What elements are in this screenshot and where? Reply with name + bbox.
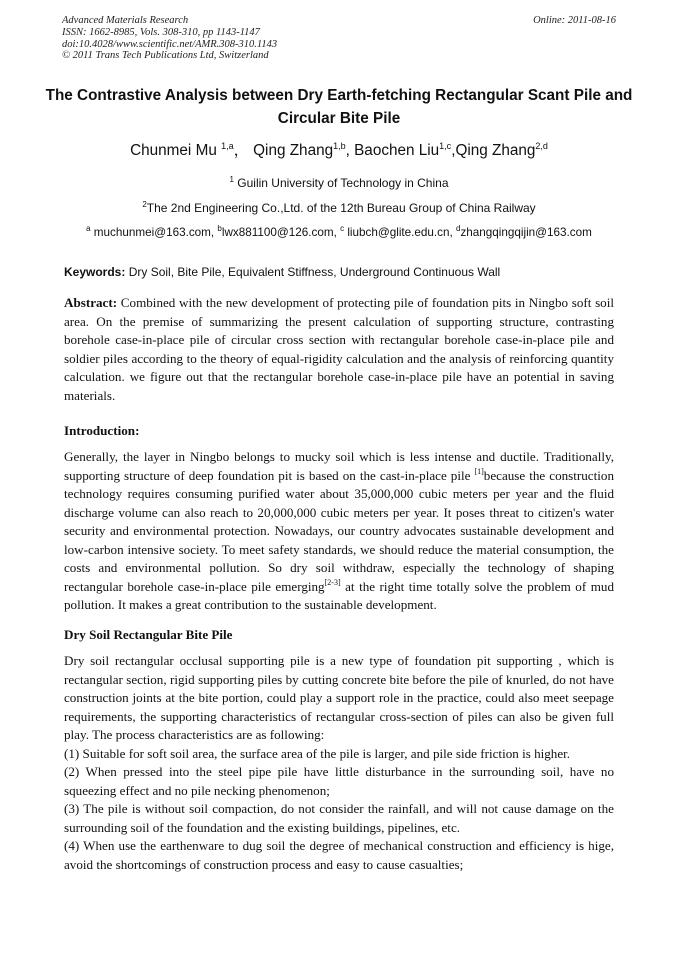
email-address: muchunmei@163.com, bbox=[90, 226, 218, 239]
journal-info bbox=[62, 15, 277, 62]
abstract bbox=[64, 294, 614, 405]
intro-text-3: at the right time totally solve the problem of mud pollution. It makes a great contribution to the sustainable development. bbox=[64, 578, 614, 612]
affiliation-2 bbox=[0, 200, 678, 216]
author-affiliation-mark: 1,c bbox=[439, 141, 452, 151]
citation-ref: [2-3] bbox=[324, 577, 341, 587]
dry-soil-intro: Dry soil rectangular occlusal supporting pile is a new type of foundation pit supporting , which is rectangular section, rigid supporting piles by cutting concrete bite before the pile of knurled, do not have construction joints at the bite portion, could play a support role in the practice, could also meet seepage requirements, the supporting characteristics of rectangular cross-section of piles can also be given full play. The process characteristics are as following: bbox=[64, 653, 614, 742]
affiliation-1 bbox=[0, 175, 678, 191]
abstract-text: Combined with the new development of protecting pile of foundation pits in Ningbo soft soil area. On the premise of summarizing the present calculation of supporting structure, contrasting borehole case-in-place pile of circular cross section with rectangular borehole case-in-place pile and soldier piles according to the theory of equal-rigidity calculation and the analysis of reinforcing quantity calculation. we figure out that the rectangular borehole case-in-place pile have an potential in saving materials. bbox=[64, 295, 614, 403]
abstract-label: Abstract: bbox=[64, 295, 118, 310]
intro-text-1: Generally, the layer in Ningbo belongs to mucky soil which is less intense and ductile. Traditionally, supporting structure of deep foundation pit is based on the cast-in-place pile bbox=[64, 449, 614, 483]
email-address: liubch@glite.edu.cn, bbox=[344, 226, 456, 239]
author-affiliation-mark: 1,a bbox=[221, 141, 234, 151]
author-emails bbox=[0, 225, 678, 241]
introduction-heading: Introduction: bbox=[64, 423, 140, 438]
author-name: Chunmei Mu bbox=[130, 142, 222, 159]
email-address: zhangqingqijin@163.com bbox=[460, 226, 592, 239]
issn-line: ISSN: 1662-8985, Vols. 308-310, pp 1143-1147 bbox=[62, 26, 260, 38]
author-name: Qing Zhang bbox=[455, 142, 536, 159]
dry-soil-heading: Dry Soil Rectangular Bite Pile bbox=[64, 627, 233, 642]
author-name: Baochen Liu bbox=[354, 142, 440, 159]
dry-soil-section bbox=[64, 652, 614, 874]
author-separator: , bbox=[345, 142, 355, 159]
keywords-text: Dry Soil, Bite Pile, Equivalent Stiffness, Underground Continuous Wall bbox=[125, 265, 501, 279]
email-mark: b bbox=[217, 224, 222, 233]
affiliation-text: Guilin University of Technology in China bbox=[233, 176, 449, 190]
author-affiliation-mark: 1,b bbox=[333, 141, 346, 151]
author-list bbox=[0, 140, 678, 162]
journal-header bbox=[62, 15, 616, 62]
keywords-label: Keywords: bbox=[64, 265, 126, 279]
keywords bbox=[64, 264, 624, 280]
online-date: Online: 2011-08-16 bbox=[533, 15, 616, 26]
journal-name: Advanced Materials Research bbox=[62, 15, 189, 26]
characteristic-item: (4) When use the earthenware to dug soil the degree of mechanical construction and efficiency is hige, avoid the shortcomings of construction process and easy to cause casualties; bbox=[64, 838, 614, 872]
email-mark: d bbox=[456, 224, 461, 233]
affiliation-mark: 2 bbox=[142, 200, 147, 209]
author-affiliation-mark: 2,d bbox=[535, 141, 548, 151]
affiliation-mark: 1 bbox=[229, 175, 234, 184]
email-mark: a bbox=[86, 224, 91, 233]
email-mark: c bbox=[340, 224, 345, 233]
characteristic-item: (2) When pressed into the steel pipe pile have little disturbance in the surrounding soil, have no squeezing effect and no pile necking phenomenon; bbox=[64, 764, 614, 798]
author-separator: , bbox=[451, 142, 456, 159]
characteristic-item: (3) The pile is without soil compaction, do not consider the rainfall, and will not cause damage on the surrounding soil of the foundation and the existing buildings, pipelines, etc. bbox=[64, 801, 614, 835]
doi-line: doi:10.4028/www.scientific.net/AMR.308-310.1143 bbox=[62, 38, 278, 50]
author-name: Qing Zhang bbox=[253, 142, 334, 159]
characteristic-item: (1) Suitable for soft soil area, the surface area of the pile is larger, and pile side friction is higher. bbox=[64, 745, 571, 761]
introduction-paragraph bbox=[64, 448, 614, 615]
affiliation-text: The 2nd Engineering Co.,Ltd. of the 12th Bureau Group of China Railway bbox=[146, 201, 536, 215]
citation-ref: [1] bbox=[474, 466, 484, 476]
paper-title: The Contrastive Analysis between Dry Earth-fetching Rectangular Scant Pile and Circular Bite Pile bbox=[45, 87, 633, 127]
author-separator: ， bbox=[233, 142, 254, 159]
email-address: lwx881100@126.com, bbox=[221, 226, 341, 239]
copyright-line: © 2011 Trans Tech Publications Ltd, Switzerland bbox=[62, 50, 269, 62]
intro-text-2: because the construction technology requires consuming purified water about 35,000,000 cubic meters per year and the fluid discharge volume can also reach to 20,000,000 cubic meters per year. It poses threat to citizen's water security and environmental protection. Nowadays, our country advocates sustainable development and low-carbon intensive society. To meet safety standards, we should reduce the material consumption, the costs and environmental pollution. So dry soil withdraw, especially the technology of shaping rectangular borehole case-in-place pile emerging bbox=[64, 467, 614, 594]
